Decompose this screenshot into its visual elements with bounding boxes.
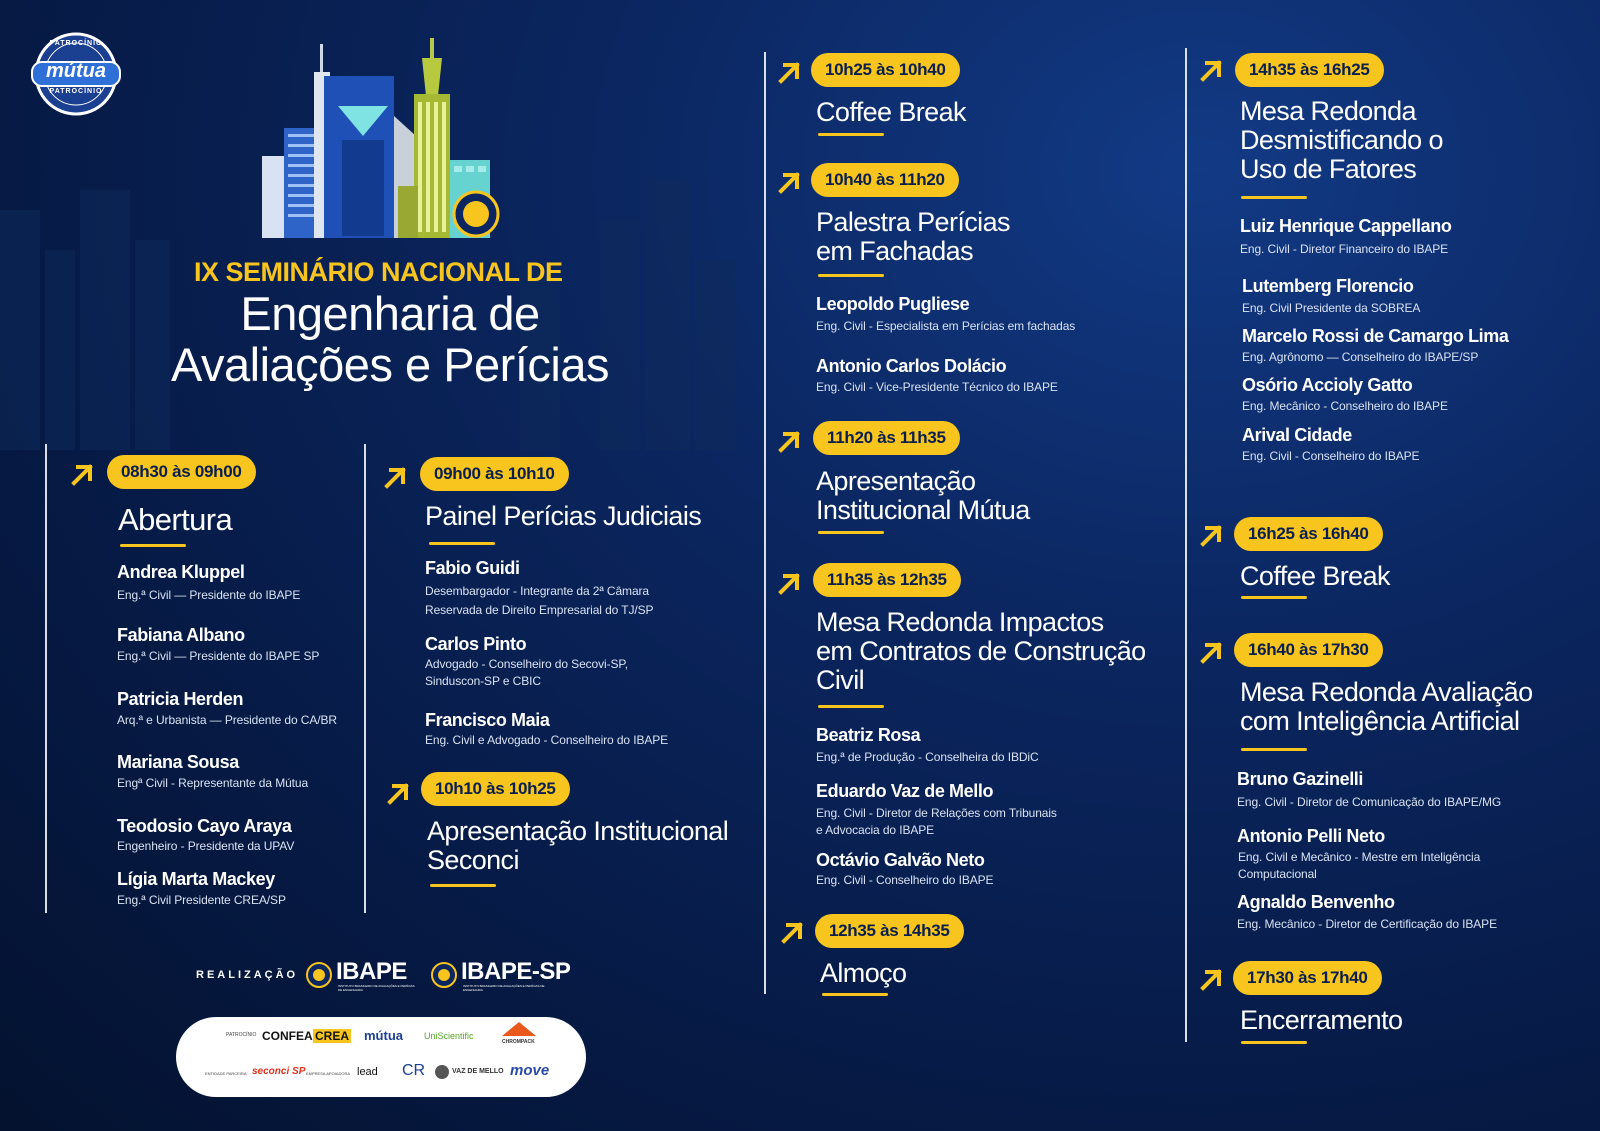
speaker-role: Engª Civil - Representante da Mútua: [117, 776, 309, 790]
speaker-role: Computacional: [1238, 867, 1317, 881]
sponsor-vaz-de-mello: VAZ DE MELLO: [452, 1068, 504, 1075]
speaker-name: Carlos Pinto: [425, 634, 527, 654]
sponsor-cr: CR: [402, 1062, 426, 1079]
session-time-badge: 08h30 às 09h00: [107, 455, 256, 489]
title-underline: [818, 531, 884, 534]
sponsor-badge-brand: mútua: [46, 60, 106, 82]
session-title: Seconci: [427, 845, 519, 875]
speaker-role: Eng.ª Civil — Presidente do IBAPE: [117, 588, 301, 602]
session-title: Apresentação Institucional: [427, 816, 729, 846]
session-title: em Contratos de Construção: [816, 636, 1146, 666]
ibape-seal-icon: [306, 962, 332, 988]
title-underline: [1241, 596, 1307, 599]
session-time-badge: 16h25 às 16h40: [1234, 517, 1383, 551]
speaker-name: Mariana Sousa: [117, 752, 239, 772]
session-time-badge: 10h25 às 10h40: [811, 53, 960, 87]
arrow-icon: [1200, 58, 1224, 82]
arrow-icon: [778, 170, 802, 194]
session-title: Mesa Redonda: [1240, 96, 1416, 126]
column-divider-4: [1185, 48, 1187, 1042]
sponsor-confea: CONFEA: [262, 1029, 313, 1043]
speaker-role: Eng. Civil - Conselheiro do IBAPE: [816, 873, 994, 887]
session-title: Abertura: [118, 502, 233, 537]
arrow-icon: [1200, 523, 1224, 547]
speaker-name: Antonio Pelli Neto: [1237, 826, 1385, 846]
sponsor-crea: CREA: [315, 1029, 350, 1043]
session-title: Encerramento: [1240, 1005, 1403, 1035]
session-title: em Fachadas: [816, 236, 973, 266]
session-time-badge: 11h20 às 11h35: [813, 421, 960, 455]
sponsors-row2-label-support: EMPRESA APOIADORA: [306, 1071, 351, 1076]
session-time-badge: 12h35 às 14h35: [815, 914, 964, 948]
speaker-name: Lutemberg Florencio: [1242, 276, 1414, 296]
arrow-icon: [781, 920, 805, 944]
session-title: com Inteligência Artificial: [1240, 706, 1520, 736]
ibape-logo-text: IBAPE: [336, 958, 407, 985]
arrow-icon: [387, 781, 411, 805]
sponsor-uniscientific: UniScientific: [424, 1031, 474, 1041]
event-title-line-1: Engenharia de: [240, 287, 540, 340]
session-title: Coffee Break: [1240, 561, 1390, 591]
arrow-icon: [778, 571, 802, 595]
speaker-role: Advogado - Conselheiro do Secovi-SP,: [425, 657, 628, 671]
sponsor-mutua: mútua: [364, 1028, 403, 1043]
session-title: Desmistificando o: [1240, 125, 1443, 155]
session-time-badge: 16h40 às 17h30: [1234, 633, 1383, 667]
session-time-badge: 11h35 às 12h35: [813, 563, 961, 597]
event-title-line-2: Avaliações e Perícias: [171, 338, 609, 391]
session-time-badge: 10h40 às 11h20: [811, 163, 959, 197]
arrow-icon: [1200, 967, 1224, 991]
speaker-role: Arq.ª e Urbanista — Presidente do CA/BR: [117, 713, 337, 727]
speaker-name: Francisco Maia: [425, 710, 550, 730]
speaker-role: Eng. Civil - Conselheiro do IBAPE: [1242, 449, 1420, 463]
session-title: Apresentação: [816, 466, 976, 496]
session-title: Painel Perícias Judiciais: [425, 501, 702, 531]
speaker-role: Eng. Civil e Mecânico - Mestre em Inteligência: [1238, 850, 1481, 864]
speaker-name: Fabio Guidi: [425, 558, 520, 578]
speaker-name: Luiz Henrique Cappellano: [1240, 216, 1452, 236]
title-underline: [1241, 196, 1307, 199]
speaker-name: Agnaldo Benvenho: [1237, 892, 1395, 912]
session-time-badge: 14h35 às 16h25: [1235, 53, 1384, 87]
speaker-role: Engenheiro - Presidente da UPAV: [117, 839, 295, 853]
speaker-role: e Advocacia do IBAPE: [816, 823, 935, 837]
speaker-role: Eng. Civil Presidente da SOBREA: [1242, 301, 1421, 315]
speaker-name: Eduardo Vaz de Mello: [816, 781, 994, 801]
sponsor-badge-bottom-text: PATROCÍNIO: [49, 88, 103, 95]
speaker-role: Eng. Civil e Advogado - Conselheiro do IBAPE: [425, 733, 669, 747]
title-underline: [430, 884, 496, 887]
arrow-icon: [1200, 640, 1224, 664]
arrow-icon: [384, 465, 408, 489]
speaker-name: Leopoldo Pugliese: [816, 294, 970, 314]
ibape-sp-logo-text: IBAPE-SP: [461, 958, 571, 985]
session-title: Civil: [816, 665, 864, 695]
speaker-role: Eng.ª de Produção - Conselheira do IBDiC: [816, 750, 1039, 764]
speaker-role: Eng. Mecânico - Conselheiro do IBAPE: [1242, 399, 1448, 413]
speaker-role: Reservada de Direito Empresarial do TJ/SP: [425, 603, 654, 617]
event-skyline-logo: [258, 36, 518, 246]
speaker-role: Eng.ª Civil — Presidente do IBAPE SP: [117, 649, 320, 663]
realizacao-label: REALIZAÇÃO: [196, 969, 299, 981]
speaker-role: Eng. Civil - Diretor de Relações com Tribunais: [816, 806, 1057, 820]
speaker-role: Eng.ª Civil Presidente CREA/SP: [117, 893, 286, 907]
title-underline: [822, 993, 888, 996]
session-time-badge: 10h10 às 10h25: [421, 772, 570, 806]
title-underline: [1241, 1041, 1307, 1044]
ibape-sp-seal-icon: [431, 962, 457, 988]
column-divider-3: [764, 52, 766, 994]
arrow-icon: [778, 60, 802, 84]
session-title: Almoço: [820, 958, 907, 988]
speaker-name: Andrea Kluppel: [117, 562, 245, 582]
speaker-name: Arival Cidade: [1242, 425, 1352, 445]
session-time-badge: 17h30 às 17h40: [1233, 961, 1382, 995]
title-underline: [120, 544, 186, 547]
speaker-name: Marcelo Rossi de Camargo Lima: [1242, 326, 1509, 346]
arrow-icon: [778, 429, 802, 453]
speaker-role: Eng. Agrônomo — Conselheiro do IBAPE/SP: [1242, 350, 1479, 364]
sponsor-chrompack: CHROMPACK: [502, 1039, 535, 1045]
session-title: Palestra Perícias: [816, 207, 1010, 237]
speaker-role: Desembargador - Integrante da 2ª Câmara: [425, 584, 649, 598]
title-underline: [818, 133, 884, 136]
session-time-badge: 09h00 às 10h10: [420, 457, 569, 491]
speaker-role: Sinduscon-SP e CBIC: [425, 674, 541, 688]
chrompack-logo-icon: [502, 1022, 536, 1040]
event-pre-title: IX SEMINÁRIO NACIONAL DE: [194, 257, 563, 287]
title-underline: [818, 274, 884, 277]
event-title: [140, 288, 640, 390]
speaker-name: Fabiana Albano: [117, 625, 245, 645]
column-divider-2: [364, 444, 366, 913]
speaker-role: Eng. Civil - Diretor de Comunicação do IBAPE/MG: [1237, 795, 1502, 809]
speaker-name: Antonio Carlos Dolácio: [816, 356, 1007, 376]
speaker-name: Bruno Gazinelli: [1237, 769, 1364, 789]
session-title: Uso de Fatores: [1240, 154, 1417, 184]
sponsor-seconci: seconci SP: [252, 1066, 306, 1077]
arrow-icon: [71, 462, 95, 486]
title-underline: [429, 542, 495, 545]
speaker-name: Beatriz Rosa: [816, 725, 921, 745]
sponsor-move: move: [510, 1062, 550, 1079]
ibape-logo-subtitle: INSTITUTO BRASILEIRO DE AVALIAÇÕES E PERÍCIAS DE ENGENHARIA: [338, 984, 415, 992]
speaker-role: Eng. Civil - Especialista em Perícias em fachadas: [816, 319, 1076, 333]
sponsor-lead: lead: [357, 1066, 378, 1078]
sponsors-row2-label-partner: ENTIDADE PARCEIRA: [205, 1071, 247, 1076]
sponsor-badge-top-text: PATROCÍNIO: [49, 40, 103, 47]
speaker-name: Teodosio Cayo Araya: [117, 816, 292, 836]
column-divider-1: [45, 444, 47, 913]
session-title: Mesa Redonda Avaliação: [1240, 677, 1533, 707]
speaker-name: Patricia Herden: [117, 689, 244, 709]
session-title: Institucional Mútua: [816, 495, 1030, 525]
speaker-role: Eng. Mecânico - Diretor de Certificação do IBAPE: [1237, 917, 1497, 931]
speaker-name: Octávio Galvão Neto: [816, 850, 985, 870]
vaz-de-mello-logo-icon: [434, 1064, 450, 1080]
title-underline: [818, 705, 884, 708]
sponsors-row1-label: PATROCÍNIO: [226, 1032, 257, 1038]
speaker-name: Osório Accioly Gatto: [1242, 375, 1413, 395]
speaker-name: Lígia Marta Mackey: [117, 869, 275, 889]
speaker-role: Eng. Civil - Vice-Presidente Técnico do IBAPE: [816, 380, 1058, 394]
ibape-sp-logo-subtitle: INSTITUTO BRASILEIRO DE AVALIAÇÕES E PERÍCIAS DE ENGENHARIA: [463, 984, 545, 992]
session-title: Coffee Break: [816, 97, 966, 127]
session-title: Mesa Redonda Impactos: [816, 607, 1104, 637]
title-underline: [1241, 748, 1307, 751]
speaker-role: Eng. Civil - Diretor Financeiro do IBAPE: [1240, 242, 1449, 256]
